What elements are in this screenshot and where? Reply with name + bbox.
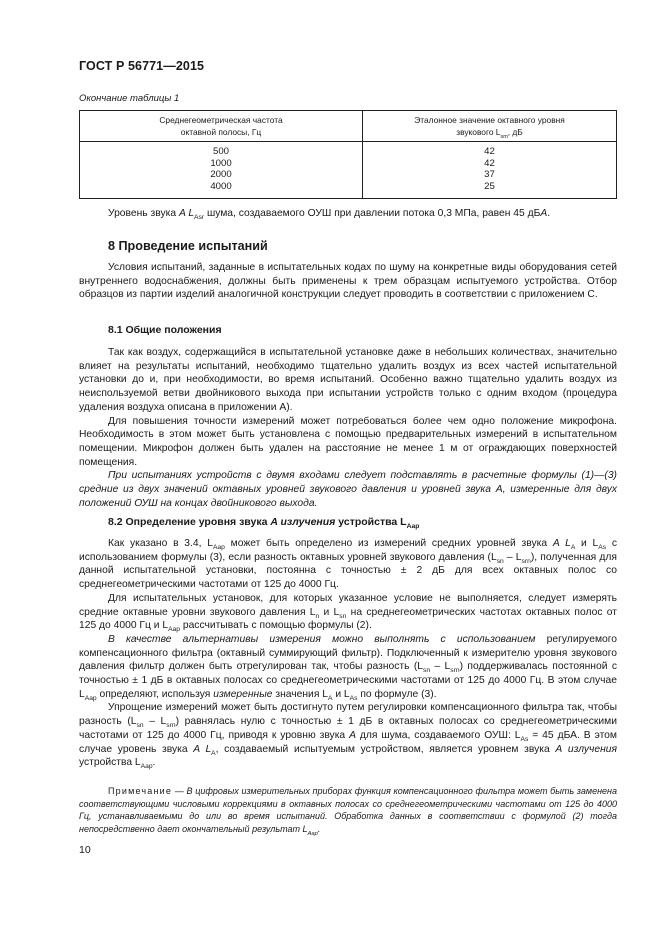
column-header-frequency: Среднегеометрическая частота октавной полосы, Гц <box>80 111 363 142</box>
section-8-paragraph: Условия испытаний, заданные в испытательных кодах по шуму на конкретные виды оборудования сетей внутреннего водоснабжения, должны быть применены к трем образцам испытуемого устройства. Отбор образцов из партии изделий аналогичной конструкции следует проводить в соответствии с приложением С. <box>79 262 617 301</box>
paragraph: Для испытательных установок, для которых указанное условие не выполняется, следует измерять средние октавные уровни звукового давления $L_n$ и $L_{sn}$ на среднегеометрических частотах октавных полос от 125 до 4000 Гц и $L_{Aap}$ рассчитывать с помощью формулы (2). <box>79 592 617 634</box>
document-header: ГОСТ Р 56771—2015 <box>79 59 205 73</box>
paragraph: При испытаниях устройств с двумя входами следует подставлять в расчетные формулы (1)—(3) средние из двух значений октавных уровней звукового давления и уровней звука А, измеренные для двух положений ОУШ на концах двойникового выхода. <box>79 470 617 509</box>
frequency-value: 4000 <box>210 180 232 192</box>
section-8-2-heading: 8.2 Определение уровня звука A излучения устройства $L_{Aap}$ <box>108 516 420 530</box>
section-8-1-heading: 8.1 Общие положения <box>108 324 222 336</box>
column-header-level: Эталонное значение октавного уровня звукового $L_{sm}$, дБ <box>363 111 617 142</box>
table-header-row <box>80 111 617 142</box>
section-8-heading: 8 Проведение испытаний <box>108 239 268 253</box>
sound-level-statement: Уровень звука A $L_{Asr}$ шума, создаваемого ОУШ при давлении потока 0,3 МПа, равен 45 дБA. <box>108 208 551 221</box>
paragraph: В качестве альтернативы измерения можно выполнять с использованием регулируемого компенсационного фильтра (октавный суммирующий фильтр). Подключенный к измерителю уровня звукового давления фильтр должен быть отрегулирован так, чтобы разность $(L_{sn} - L_{srn})$ поддерживалась постоянной с точностью ± 1 дБ в октавных полосах со среднегеометрическими частотами от 125 до 4000 Гц. В этом случае $L_{Aap}$ определяют, используя измеренные значения $L_A$ и $L_{As}$ по формуле (3). <box>79 633 618 702</box>
frequency-cell <box>80 142 363 199</box>
level-value: 42 <box>484 157 495 169</box>
paragraph: Упрощение измерений может быть достигнуто путем регулировки компенсационного фильтра так, чтобы разность $(L_{sn} - L_{srn})$ равнялась нулю с точностью ± 1 дБ в октавных полосах со среднегеометрическими частотами от 125 до 4000 Гц, приводя к уровню звука А для шума, создаваемого ОУШ: $L_{As} = 45$ дБА. В этом случае уровень звука A $L_A$, создаваемый испытуемым устройством, является уровнем звука А излучения устройства $L_{Aap}$. <box>79 702 617 771</box>
note-label: Примечание <box>108 786 173 796</box>
level-cell <box>363 142 617 199</box>
frequency-value: 2000 <box>210 169 232 181</box>
table-body-row <box>80 142 617 199</box>
reference-levels-table <box>79 110 617 199</box>
frequency-value: 500 <box>212 146 229 157</box>
paragraph: Для повышения точности измерений может потребоваться более чем одно положение микрофона. Необходимость в этом может быть установлена с помощью предварительных измерений в испытательном помещении. Микрофон должен быть удален на расстояние не менее 1 м от ограждающих поверхностей помещения. <box>79 415 617 468</box>
section-8-2-body <box>79 537 617 770</box>
note-block: Примечание — В цифровых измерительных приборах функция компенсационного фильтра может быть заменена соответствующими числовыми коррекциями в октавных полосах со среднегеометрическими частотами от 125 до 4000 Гц, устанавливаемыми до или во время испытаний. Обработка данных в соответствии с формулой (2) тогда непосредственно дает окончательный результат $L_{Aap}$. <box>79 786 617 837</box>
section-8-1-body <box>79 346 617 510</box>
level-value: 37 <box>484 169 495 181</box>
frequency-value: 1000 <box>210 157 232 169</box>
level-value: 25 <box>484 180 495 192</box>
table-caption: Окончание таблицы 1 <box>79 93 180 104</box>
paragraph: Как указано в 3.4, $L_{Aap}$ может быть определено из измерений средних уровней звука A $L_A$ и $L_{As}$ с использованием формулы (3), если разность октавных уровней звукового давления $(L_{sn} - L_{srn})$, полученная для данной испытательной установки, постоянна с точностью ± 2 дБ для всех октавных полос со среднегеометрическими частотами от 125 до 4000 Гц. <box>79 538 617 591</box>
page-number: 10 <box>79 844 91 856</box>
paragraph: Так как воздух, содержащийся в испытательной установке даже в небольших количествах, значительно влияет на результаты испытаний, необходимо тщательно удалить воздух из всех частей испытательной установки до и, при необходимости, во время испытаний. Особенно важно тщательно удалить воздух из неиспользуемой ветви двойникового выхода при испытании устройств только с одним входом (процедура удаления воздуха описана в приложении А). <box>79 347 617 413</box>
level-value: 42 <box>484 146 495 157</box>
